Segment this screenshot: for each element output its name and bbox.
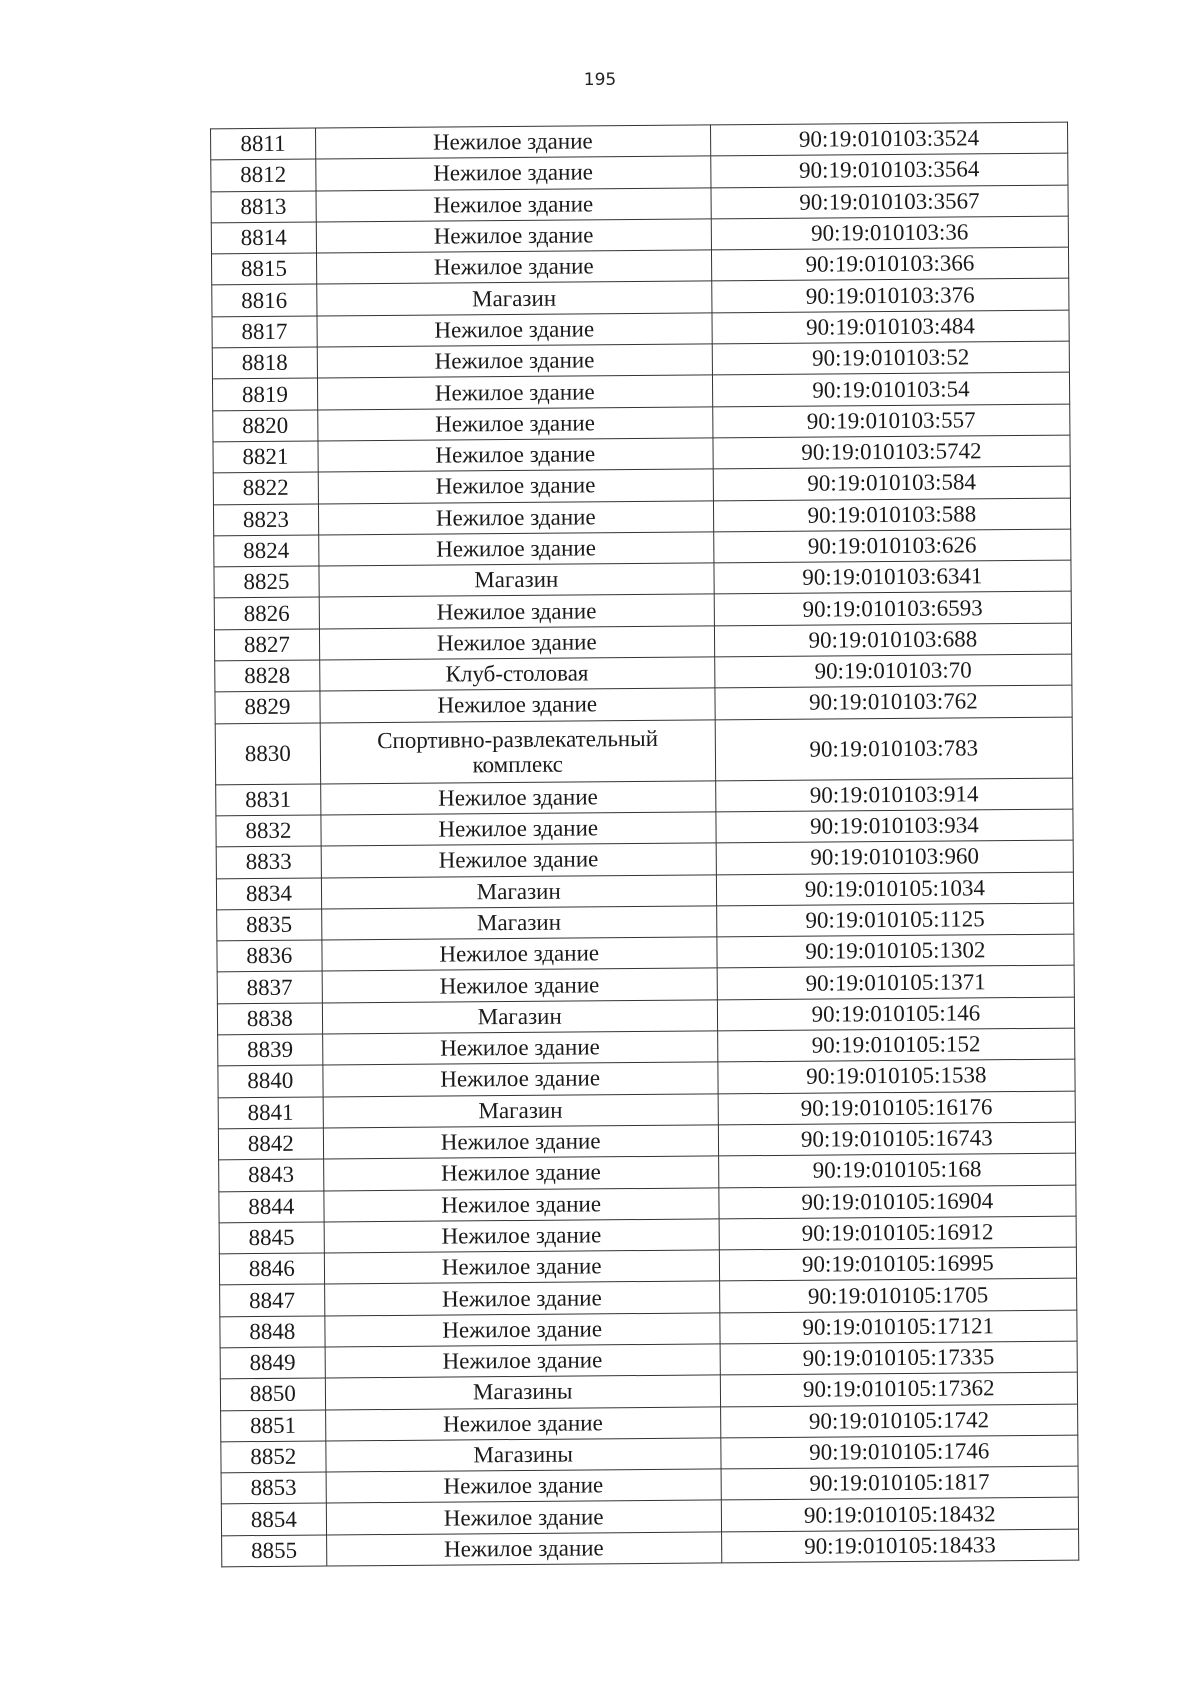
object-name-cell: Магазин [321,874,716,908]
page-number: 195 [583,70,617,90]
object-name-cell: Магазины [325,1375,720,1409]
object-name-cell: Нежилое здание [323,1062,718,1096]
object-name-cell: Нежилое здание [315,125,710,159]
object-name-cell: Нежилое здание [320,688,715,722]
row-number-cell: 8819 [212,378,317,410]
cadastral-number-cell: 90:19:010103:3564 [710,153,1068,187]
object-name-cell: Нежилое здание [316,219,711,253]
row-number-cell: 8822 [213,472,318,504]
row-number-cell: 8849 [220,1347,325,1379]
cadastral-number-cell: 90:19:010103:70 [714,654,1072,688]
cadastral-number-cell: 90:19:010105:18432 [721,1498,1079,1532]
object-name-cell: Нежилое здание [318,438,713,472]
row-number-cell: 8811 [211,128,316,160]
row-number-cell: 8826 [214,597,319,629]
row-number-cell: 8842 [218,1128,323,1160]
table-row [222,1529,1079,1567]
cadastral-number-cell: 90:19:010105:1705 [719,1278,1077,1312]
object-name-cell: Нежилое здание [315,156,710,190]
row-number-cell: 8837 [217,971,322,1003]
row-number-cell: 8836 [217,940,322,972]
row-number-cell: 8817 [212,316,317,348]
row-number-cell: 8823 [213,504,318,536]
object-name-cell: Нежилое здание [316,250,711,284]
row-number-cell: 8831 [216,784,321,816]
object-name-cell: Нежилое здание [322,937,717,971]
cadastral-number-cell: 90:19:010105:17335 [720,1341,1078,1375]
cadastral-number-cell: 90:19:010105:1538 [718,1059,1076,1093]
row-number-cell: 8820 [213,410,318,442]
cadastral-number-cell: 90:19:010103:688 [714,623,1072,657]
object-name-cell: Магазин [321,906,716,940]
cadastral-number-cell: 90:19:010103:366 [711,247,1069,281]
object-name-line: Спортивно-развлекательный [377,725,659,753]
cadastral-number-cell: 90:19:010103:914 [715,778,1073,812]
cadastral-number-cell: 90:19:010105:1371 [717,966,1075,1000]
row-number-cell: 8841 [218,1097,323,1129]
row-number-cell: 8818 [212,347,317,379]
cadastral-number-cell: 90:19:010103:376 [711,279,1069,313]
object-name-cell: Нежилое здание [323,1125,718,1159]
cadastral-number-cell: 90:19:010105:17121 [720,1310,1078,1344]
cadastral-number-cell: 90:19:010105:18433 [721,1529,1079,1563]
row-number-cell: 8834 [216,878,321,910]
object-name-cell: Магазины [326,1438,721,1472]
row-number-cell: 8848 [220,1316,325,1348]
row-number-cell: 8821 [213,441,318,473]
row-number-cell: 8828 [215,660,320,692]
object-name-cell: Нежилое здание [323,1156,718,1190]
cadastral-number-cell: 90:19:010105:146 [717,997,1075,1031]
cadastral-number-cell: 90:19:010103:584 [713,466,1071,500]
object-name-line: комплекс [472,751,564,777]
row-number-cell: 8814 [211,222,316,254]
cadastral-number-cell: 90:19:010103:6341 [714,560,1072,594]
row-number-cell: 8843 [219,1159,324,1191]
cadastral-number-cell: 90:19:010105:16176 [718,1091,1076,1125]
object-name-cell: Нежилое здание [317,407,712,441]
table-body [211,122,1079,1567]
row-number-cell: 8840 [218,1065,323,1097]
object-name-cell: Нежилое здание [322,1031,717,1065]
cadastral-number-cell: 90:19:010103:960 [716,840,1074,874]
cadastral-number-cell: 90:19:010105:1302 [717,934,1075,968]
row-number-cell: 8838 [217,1003,322,1035]
object-name-cell: Магазин [323,1094,718,1128]
row-number-cell: 8850 [220,1378,325,1410]
row-number-cell: 8852 [221,1441,326,1473]
object-name-cell: Нежилое здание [319,626,714,660]
row-number-cell: 8825 [214,566,319,598]
object-name-cell: Магазин [319,563,714,597]
cadastral-number-cell: 90:19:010103:54 [712,373,1070,407]
cadastral-number-cell: 90:19:010103:3567 [711,185,1069,219]
object-name-cell: Нежилое здание [325,1344,720,1378]
object-name-cell: Нежилое здание [318,532,713,566]
row-number-cell: 8835 [217,909,322,941]
cadastral-number-cell: 90:19:010103:5742 [713,435,1071,469]
object-name-cell: Нежилое здание [324,1281,719,1315]
row-number-cell: 8832 [216,815,321,847]
row-number-cell: 8846 [219,1253,324,1285]
object-name-cell: Нежилое здание [318,500,713,534]
cadastral-number-cell: 90:19:010105:16904 [719,1185,1077,1219]
cadastral-number-cell: 90:19:010103:934 [716,809,1074,843]
row-number-cell: 8854 [221,1503,326,1535]
cadastral-number-cell: 90:19:010105:1742 [720,1404,1078,1438]
cadastral-number-cell: 90:19:010103:3524 [710,122,1068,156]
cadastral-number-cell: 90:19:010105:1746 [721,1435,1079,1469]
cadastral-number-cell: 90:19:010103:36 [711,216,1069,250]
cadastral-number-cell: 90:19:010103:588 [713,498,1071,532]
object-name-cell [320,720,715,784]
row-number-cell: 8853 [221,1472,326,1504]
object-name-cell: Нежилое здание [326,1469,721,1503]
cadastral-number-cell: 90:19:010105:168 [718,1153,1076,1187]
cadastral-number-cell: 90:19:010103:52 [712,341,1070,375]
row-number-cell: 8845 [219,1222,324,1254]
cadastral-number-cell: 90:19:010103:626 [713,529,1071,563]
object-name-cell: Нежилое здание [321,843,716,877]
object-name-cell: Нежилое здание [325,1313,720,1347]
cadastral-number-cell: 90:19:010103:557 [712,404,1070,438]
cadastral-number-cell: 90:19:010105:1125 [716,903,1074,937]
cadastral-number-cell: 90:19:010105:152 [717,1028,1075,1062]
object-name-cell: Нежилое здание [324,1250,719,1284]
row-number-cell: 8830 [215,723,320,785]
object-name-cell: Нежилое здание [321,812,716,846]
object-name-cell: Нежилое здание [318,469,713,503]
row-number-cell: 8833 [216,846,321,878]
cadastral-number-cell: 90:19:010105:17362 [720,1372,1078,1406]
row-number-cell: 8829 [215,691,320,723]
row-number-cell: 8816 [212,285,317,317]
row-number-cell: 8824 [214,535,319,567]
row-number-cell: 8851 [221,1410,326,1442]
cadastral-number-cell: 90:19:010103:762 [715,685,1073,719]
object-name-cell: Нежилое здание [326,1532,721,1566]
cadastral-number-cell: 90:19:010105:16912 [719,1216,1077,1250]
cadastral-number-cell: 90:19:010105:16743 [718,1122,1076,1156]
object-name-cell: Магазин [316,281,711,315]
cadastral-number-cell: 90:19:010105:16995 [719,1247,1077,1281]
table-row [215,717,1072,785]
object-name-cell: Нежилое здание [326,1500,721,1534]
row-number-cell: 8844 [219,1191,324,1223]
row-number-cell: 8839 [218,1034,323,1066]
cadastral-number-cell: 90:19:010105:1817 [721,1466,1079,1500]
cadastral-number-cell: 90:19:010103:6593 [714,592,1072,626]
object-name-cell: Нежилое здание [317,313,712,347]
cadastral-number-cell: 90:19:010105:1034 [716,872,1074,906]
object-name-cell: Нежилое здание [319,594,714,628]
row-number-cell: 8827 [214,629,319,661]
object-name-cell: Нежилое здание [317,375,712,409]
row-number-cell: 8847 [220,1284,325,1316]
row-number-cell: 8813 [211,191,316,223]
row-number-cell: 8855 [222,1535,327,1567]
object-name-cell: Нежилое здание [320,781,715,815]
row-number-cell: 8815 [212,253,317,285]
row-number-cell: 8812 [211,159,316,191]
object-name-cell: Магазин [322,1000,717,1034]
cadastral-number-cell: 90:19:010103:783 [715,717,1073,781]
object-name-cell: Нежилое здание [324,1187,719,1221]
cadastral-number-cell: 90:19:010103:484 [712,310,1070,344]
object-name-cell: Нежилое здание [316,188,711,222]
object-name-cell: Клуб-столовая [319,657,714,691]
object-name-cell: Нежилое здание [322,968,717,1002]
object-name-cell: Нежилое здание [324,1219,719,1253]
object-name-cell: Нежилое здание [325,1406,720,1440]
object-name-cell: Нежилое здание [317,344,712,378]
property-registry-table [210,122,1079,1568]
